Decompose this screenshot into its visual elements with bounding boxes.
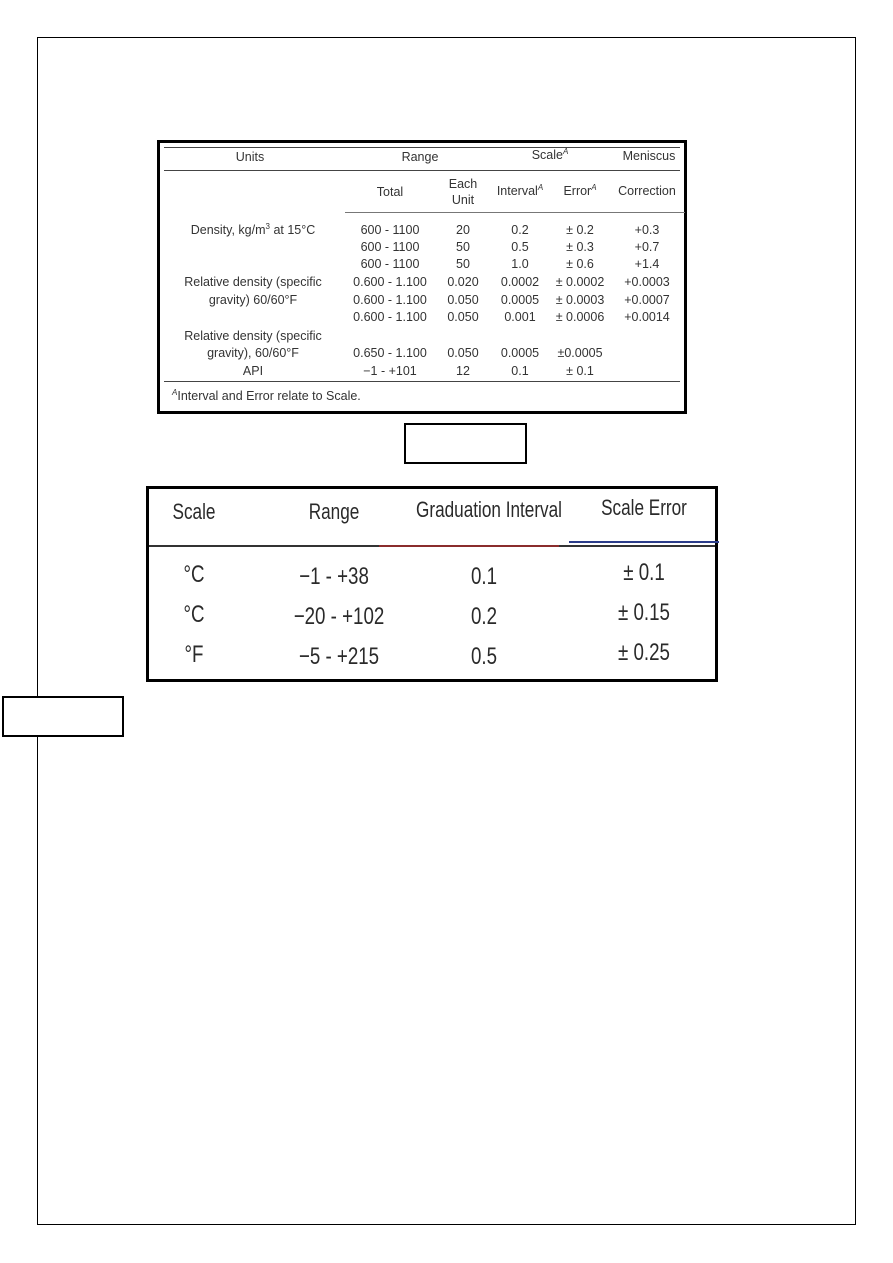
thermometer-table	[146, 486, 718, 682]
table-cell: ± 0.25	[618, 639, 670, 666]
header-scale: Scale$^A$	[531, 147, 569, 162]
table-cell: 0.2	[511, 223, 529, 237]
header-scale: Scale	[172, 499, 216, 524]
table-cell: ± 0.15	[618, 599, 670, 626]
table-cell: 0.020	[447, 275, 479, 289]
table-cell: ± 0.3	[566, 240, 594, 254]
table-cell: 0.650 - 1.100	[353, 346, 427, 360]
header-rule-accent	[379, 545, 559, 547]
table-cell: 600 - 1100	[360, 240, 420, 254]
table-cell: 0.001	[504, 310, 536, 324]
label-rd1-line2: gravity) 60/60°F	[208, 293, 298, 307]
label-rd2-line1: Relative density (specific	[184, 329, 322, 343]
table-cell: 20	[456, 223, 470, 237]
header-units: Units	[235, 150, 265, 164]
table-cell: 0.050	[447, 293, 479, 307]
table-cell: 0.600 - 1.100	[353, 275, 427, 289]
table-cell: +0.0014	[624, 310, 670, 324]
table-cell: ± 0.2	[566, 223, 594, 237]
table-cell: 0.0005	[500, 293, 540, 307]
table-cell: 0.5	[470, 643, 498, 670]
table-cell: 0.0005	[500, 346, 540, 360]
table-cell: 0.5	[511, 240, 529, 254]
header-rule	[164, 170, 680, 171]
table-cell: 0.600 - 1.100	[353, 310, 427, 324]
header-each-unit-2: Unit	[451, 193, 475, 207]
header-total: Total	[376, 185, 404, 199]
header-graduation-interval: Graduation Interval	[416, 497, 562, 522]
header-rule-accent-2	[569, 541, 719, 543]
table-cell: °C	[183, 601, 205, 628]
header-meniscus: Meniscus	[622, 149, 676, 163]
table-cell: 0.0002	[500, 275, 540, 289]
label-density: Density, $kg/m^3$ at 15°C	[190, 222, 316, 237]
table-cell: −5 - +215	[298, 643, 380, 670]
table-cell: ± 0.0003	[555, 293, 605, 307]
table-cell: ± 0.1	[566, 364, 594, 378]
table-cell: 12	[456, 364, 470, 378]
table-cell: 0.050	[447, 310, 479, 324]
footnote-rule	[164, 381, 680, 382]
header-scale-error: Scale Error	[601, 495, 687, 520]
table-cell: 1.0	[511, 257, 529, 271]
table-cell: °F	[184, 641, 204, 668]
footnote: $^A$Interval and Error relate to Scale.	[172, 388, 361, 403]
table-cell: −1 - +38	[299, 563, 369, 590]
table-cell: −1 - +101	[363, 364, 417, 378]
label-api: API	[242, 364, 264, 378]
table-cell: °C	[183, 561, 205, 588]
label-rd2-line2: gravity), 60/60°F	[207, 346, 299, 360]
table-caption-box-2	[2, 696, 124, 737]
table-cell: ±0.0005	[557, 346, 603, 360]
header-error: Error$^A$	[563, 183, 597, 198]
header-correction: Correction	[618, 184, 676, 198]
table-caption-box	[404, 423, 527, 464]
table-cell: 0.1	[470, 563, 498, 590]
header-range: Range	[308, 499, 360, 524]
header-each-unit-1: Each	[448, 177, 478, 191]
table-cell: 50	[456, 240, 470, 254]
header-range: Range	[401, 150, 439, 164]
table-cell: +0.0007	[624, 293, 670, 307]
table-cell: ± 0.6	[566, 257, 594, 271]
table-cell: ± 0.0006	[555, 310, 605, 324]
table-cell: −20 - +102	[293, 603, 385, 630]
table-cell: 600 - 1100	[360, 223, 420, 237]
table-cell: ± 0.0002	[555, 275, 605, 289]
subheader-rule	[345, 212, 685, 213]
table-cell: 50	[456, 257, 470, 271]
table-top-rule	[164, 147, 680, 148]
table-cell: +0.3	[634, 223, 660, 237]
table-cell: 0.2	[470, 603, 498, 630]
table-cell: +1.4	[634, 257, 660, 271]
label-rd1-line1: Relative density (specific	[184, 275, 322, 289]
table-cell: 0.1	[511, 364, 529, 378]
table-cell: +0.0003	[624, 275, 670, 289]
table-cell: +0.7	[634, 240, 660, 254]
table-cell: ± 0.1	[623, 559, 665, 586]
table-cell: 0.600 - 1.100	[353, 293, 427, 307]
table-cell: 0.050	[447, 346, 479, 360]
header-interval: Interval$^A$	[496, 183, 544, 198]
hydrometer-table	[157, 140, 687, 414]
table-cell: 600 - 1100	[360, 257, 420, 271]
